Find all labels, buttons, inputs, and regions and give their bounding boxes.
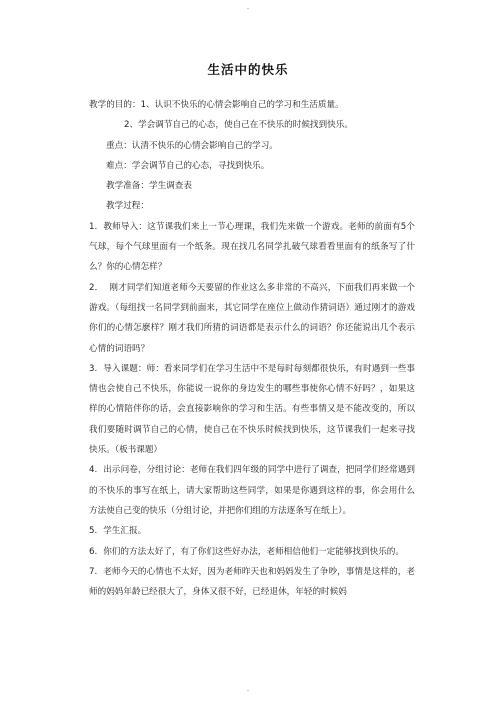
step-number: 2． (89, 282, 104, 293)
step-text: 学生汇报。 (103, 526, 147, 537)
process-label: 教学过程： (106, 201, 149, 212)
key-point: 重点：认清不快乐的心情会影响自己的学习。 (106, 140, 278, 151)
step-1 (89, 217, 415, 278)
page-top-mark: - (246, 5, 250, 13)
step-text: 你们的方法太好了，有了你们这些好办法，老师相信他们一定能够找到快乐的。 (103, 546, 404, 557)
objectives-line-1 (89, 95, 415, 115)
objectives-label: 教学的目的： (89, 100, 141, 110)
step-text: 导入课题：师：看来同学们在学习生活中不是每时每刻都很快乐，有时遇到一些事情也会使自己不快乐，你能说一说你的身边发生的哪些事使你心情不好吗？，如果这样的心情陪伴你的话，会直接影响你的学习和生活。有些事情又是不能改变的，所以我们要随时调节自己的心情，使自己在不快乐时候找到快乐，这节课我们一起来寻找快乐。（板书课题） (89, 363, 415, 456)
step-number: 4. (89, 465, 98, 476)
page-bottom-mark: - (246, 687, 250, 695)
document-body (89, 95, 415, 602)
step-number: 7. (89, 566, 98, 577)
step-5 (89, 521, 415, 541)
step-text: 出示问卷，分组讨论：老师在我们四年级的同学中进行了调查，把同学们经常遇到的不快乐的事写在纸上，请大家帮助这些同学，如果是你遇到这样的事，你会用什么方法使自己变的快乐（分组讨论，并把你们组的方法逐条写在纸上）。 (89, 465, 415, 516)
step-number: 6. (89, 546, 98, 557)
step-6 (89, 542, 415, 562)
step-2 (89, 278, 415, 359)
preparation: 教学准备：学生调查表 (106, 181, 192, 192)
objective-item-2: 2、学会调节自己的心态，使自己在不快乐的时候找到快乐。 (124, 120, 353, 131)
step-text: 刚才同学们知道老师今天要留的作业这么多非常的不高兴，下面我们再来做一个游戏。（每组找一名同学到前面来，其它同学在座位上做动作猜词语）通过刚才的游戏你们的心情怎麽样？刚才我们所猜的词语都是表示什么的词语？你还能说出几个表示心情的词语吗？ (89, 282, 415, 354)
step-7 (89, 562, 415, 603)
document-title: 生活中的快乐 (207, 62, 289, 77)
difficulty: 难点：学会调节自己的心态，寻找到快乐。 (106, 160, 270, 171)
step-3 (89, 359, 415, 460)
step-text: 教师导入：这节课我们来上一节心理课，我们先来做一个游戏。老师的前面有5个气球，每个气球里面有一个纸条。现在找几名同学扎破气球看看里面有的纸条写了什么？你的心情怎样？ (89, 221, 415, 273)
objective-item-1: 1、认识不快乐的心情会影响自己的学习和生活质量。 (140, 100, 344, 110)
step-4 (89, 460, 415, 521)
step-number: 3. (89, 363, 98, 374)
step-number: 1. (89, 221, 98, 232)
step-text: 老师今天的心情也不太好，因为老师昨天也和妈妈发生了争吵，事情是这样的，老师的妈妈年龄已经很大了，身体又很不好，已经退休，年轻的时候妈 (89, 566, 415, 598)
step-number: 5. (89, 526, 98, 537)
